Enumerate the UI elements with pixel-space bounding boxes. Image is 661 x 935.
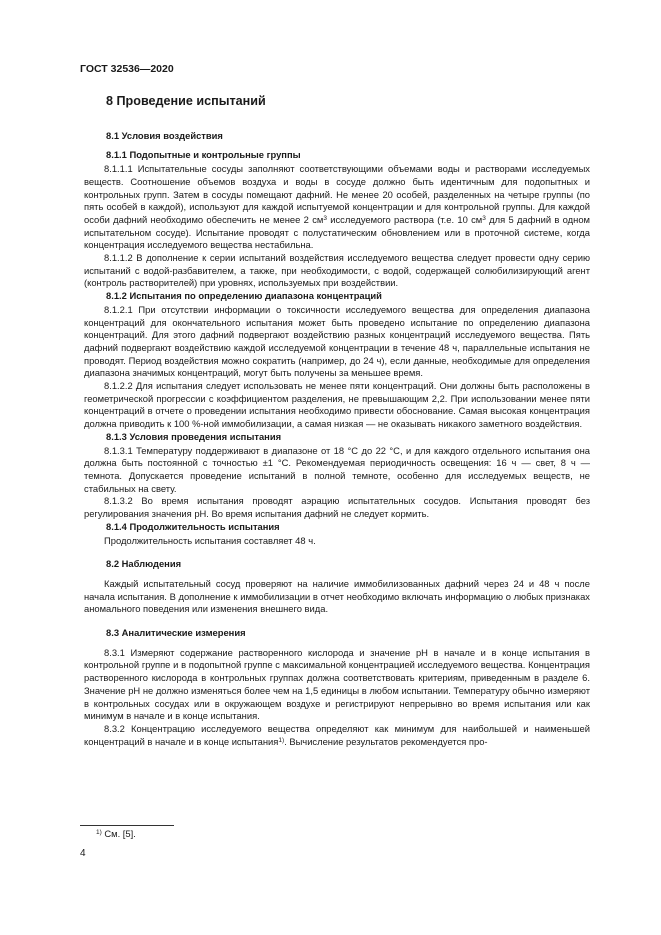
section-8-1-4-title: 8.1.4 Продолжительность испытания: [106, 520, 280, 532]
page-body: [84, 95, 590, 748]
paragraph-8-3-2: 8.3.2 Концентрацию исследуемого вещества определяют как минимум для наибольшей и наименьшей концентраций в начале и в конце испытания$^{1)}$. Вычисление результатов рекомендуется про-: [84, 722, 590, 747]
section-8-3-title: 8.3 Аналитические измерения: [106, 627, 246, 639]
paragraph-8-1-3-2: 8.1.3.2 Во время испытания проводят аэрацию испытательных сосудов. Испытания проводят без регулирования значения рН. Во время испытания дафний не следует кормить.: [84, 495, 590, 520]
footnote: $^{1)}$ См. [5].: [96, 828, 136, 839]
section-8-1-1-title: 8.1.1 Подопытные и контрольные группы: [106, 149, 301, 161]
section-8-2-title: 8.2 Наблюдения: [106, 558, 182, 570]
paragraph-8-1-1-1: 8.1.1.1 Испытательные сосуды заполняют соответствующими объемами воды и растворами исследуемых веществ. Соотношение объемов воздуха и воды в сосуде должно быть идентичным для подопытных и контрольных групп. Затем в сосуды помещают дафний. Не менее 20 особей, разделенных на четыре группы (по пять особей в каждой), используют для каждой испытуемой концентрации и для контрольной группы. Для каждой особи дафний необходимо обеспечить не менее 2 $см^3$ исследуемого раствора (т.е. 10 $см^3$ для 5 дафний в одном испытательном сосуде). Испытание проводят с полустатическим обновлением или в проточной системе, когда концентрация исследуемого вещества нестабильна.: [84, 163, 590, 251]
section-8-1-2-title: 8.1.2 Испытания по определению диапазона концентраций: [106, 290, 382, 302]
footnote-ref: 1): [278, 736, 285, 744]
section-8-1-title: 8.1 Условия воздействия: [106, 129, 223, 141]
footnote-divider: [80, 825, 174, 826]
document-header: ГОСТ 32536—2020: [80, 63, 174, 75]
paragraph-8-1-2-2: 8.1.2.2 Для испытания следует использовать не менее пяти концентраций. Они должны быть расположены в геометрической прогрессии с коэффициентом разделения, не превышающим 2,2. При использовании менее пяти концентраций в отчете о проведении испытания необходимо привести обоснование. Самая высокая концентрация должна приводить к 100 %-ной иммобилизации, а самая низкая — не оказывать никакого заметного воздействия.: [84, 380, 590, 430]
paragraph-8-1-2-1: 8.1.2.1 При отсутствии информации о токсичности исследуемого вещества для определения диапазона концентраций для окончательного испытания может быть проведено испытание по определению диапазона концентраций. Для этого дафний подвергают воздействию разных концентраций исследуемого вещества. Пять дафний подвергают воздействию каждой исследуемой концентрации в течение 48 ч, параллельные испытания не проводят. Период воздействия можно сократить (например, до 24 ч), если данные, необходимые для определения диапазона значимых концентраций, могут быть получены за меньшее время.: [84, 303, 590, 379]
paragraph-8-2: Каждый испытательный сосуд проверяют на наличие иммобилизованных дафний через 24 и 48 ч после начала испытания. В дополнение к иммобилизации в отчет необходимо включать информацию о любых признаках аномального поведения или изменения внешнего вида.: [84, 577, 590, 615]
page-number: 4: [80, 848, 86, 859]
paragraph-8-1-4: Продолжительность испытания составляет 48 ч.: [104, 534, 316, 546]
section-8-1-3-title: 8.1.3 Условия проведения испытания: [106, 430, 282, 442]
paragraph-8-1-1-2: 8.1.1.2 В дополнение к серии испытаний воздействия исследуемого вещества следует провести одну серию испытаний с водой-разбавителем, а также, при необходимости, с водой, содержащей солюбилизирующий агент (контроль растворителей) при уровнях, используемых при воздействии.: [84, 252, 590, 289]
paragraph-8-3-1: 8.3.1 Измеряют содержание растворенного кислорода и значение рН в начале и в конце испытания в контрольной группе и в подопытной группе с максимальной концентрацией исследуемого вещества. Концентрация растворенного кислорода в контрольных группах должна соответствовать критериям, приведенным в разделе 6. Значение рН не должно изменяться более чем на 1,5 единицы в любом испытании. Температуру обычно измеряют в контрольных сосудах или в окружающем воздухе и регистрируют непрерывно во время испытания или как минимум в начале и в конце испытания.: [84, 646, 590, 722]
section-8-title: 8 Проведение испытаний: [106, 94, 266, 108]
paragraph-8-1-3-1: 8.1.3.1 Температуру поддерживают в диапазоне от 18 °С до 22 °С, и для каждого отдельного испытания она должна быть постоянной с точностью ±1 °С. Рекомендуемая периодичность освещения: 16 ч — свет, 8 ч — темнота. Допускается проведение испытаний в полной темноте, особенно для исследуемых веществ, не стабильных на свету.: [84, 444, 590, 494]
